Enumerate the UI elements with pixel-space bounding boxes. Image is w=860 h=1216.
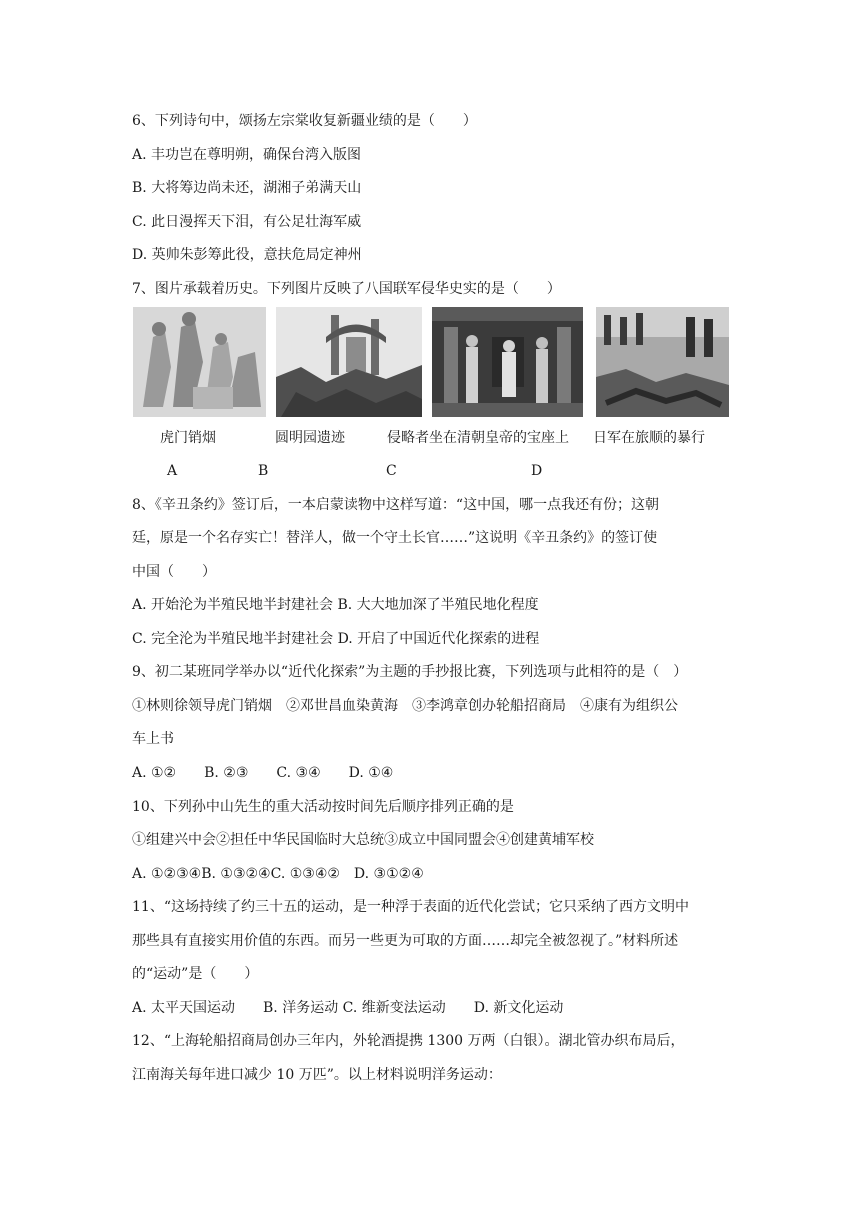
- q9-items-line-1: ①林则徐领导虎门销烟 ②邓世昌血染黄海 ③李鸿章创办轮船招商局 ④康有为组织公: [132, 698, 678, 714]
- q7-stem: 7、图片承载着历史。下列图片反映了八国联军侵华史实的是（ ）: [132, 281, 561, 297]
- letter-d: D: [531, 463, 543, 479]
- letter-a: A: [167, 463, 178, 479]
- q12-stem-line-2: 江南海关每年进口减少 10 万匹”。以上材料说明洋务运动：: [132, 1067, 502, 1083]
- caption-c: 侵略者坐在清朝皇帝的宝座上: [387, 430, 569, 446]
- q8-options-cd: C. 完全沦为半殖民地半封建社会 D. 开启了中国近代化探索的进程: [132, 631, 540, 647]
- q9-items-line-2: 车上书: [132, 731, 174, 747]
- q9-stem: 9、初二某班同学举办以“近代化探索”为主题的手抄报比赛，下列选项与此相符的是（ ）: [132, 664, 688, 680]
- q9-options: A. ①② B. ②③ C. ③④ D. ①④: [132, 765, 394, 781]
- q10-stem: 10、下列孙中山先生的重大活动按时间先后顺序排列正确的是: [132, 799, 514, 815]
- photo-lushun-massacre: [596, 307, 729, 417]
- q11-stem-line-1: 11、“这场持续了约三十五的运动，是一种浮于表面的近代化尝试；它只采纳了西方文明中: [132, 899, 689, 915]
- q6-option-c: C. 此日漫挥天下泪，有公足壮海军威: [132, 214, 362, 230]
- photo-yuanmingyuan-ruins: [276, 307, 422, 417]
- q6-stem: 6、下列诗句中，颂扬左宗棠收复新疆业绩的是（ ）: [132, 113, 477, 129]
- q11-stem-line-2: 那些具有直接实用价值的东西。而另一些更为可取的方面……却完全被忽视了。”材料所述: [132, 933, 679, 949]
- letter-b: B: [258, 463, 269, 479]
- caption-d: 日军在旅顺的暴行: [593, 430, 705, 446]
- q8-options-ab: A. 开始沦为半殖民地半封建社会 B. 大大地加深了半殖民地化程度: [132, 597, 539, 613]
- q10-options: A. ①②③④B. ①③②④C. ①③④② D. ③①②④: [132, 866, 424, 882]
- q11-options: A. 太平天国运动 B. 洋务运动 C. 维新变法运动 D. 新文化运动: [132, 1000, 564, 1016]
- q6-option-d: D. 英帅朱彭筹此役，意扶危局定神州: [132, 247, 362, 263]
- photo-invaders-on-throne: [432, 307, 583, 417]
- q8-stem-line-3: 中国（ ）: [132, 564, 216, 580]
- letter-c: C: [386, 463, 397, 479]
- caption-a: 虎门销烟: [160, 430, 216, 446]
- q11-stem-line-3: 的“运动”是（ ）: [132, 966, 259, 982]
- photo-humen-relief: [133, 307, 266, 417]
- q8-stem-line-1: 8、《辛丑条约》签订后，一本启蒙读物中这样写道：“这中国，哪一点我还有份；这朝: [132, 497, 660, 513]
- q12-stem-line-1: 12、“上海轮船招商局创办三年内，外轮酒提携 1300 万两（白银）。湖北管办织布局后，: [132, 1033, 685, 1049]
- q6-option-a: A. 丰功岂在尊明朔，确保台湾入版图: [132, 147, 362, 163]
- q6-option-b: B. 大将筹边尚未还，湖湘子弟满天山: [132, 180, 362, 196]
- q8-stem-line-2: 廷，原是一个名存实亡！替洋人，做一个守土长官……”这说明《辛丑条约》的签订使: [132, 530, 658, 546]
- caption-b: 圆明园遗迹: [275, 430, 345, 446]
- q10-items: ①组建兴中会②担任中华民国临时大总统③成立中国同盟会④创建黄埔军校: [132, 832, 594, 848]
